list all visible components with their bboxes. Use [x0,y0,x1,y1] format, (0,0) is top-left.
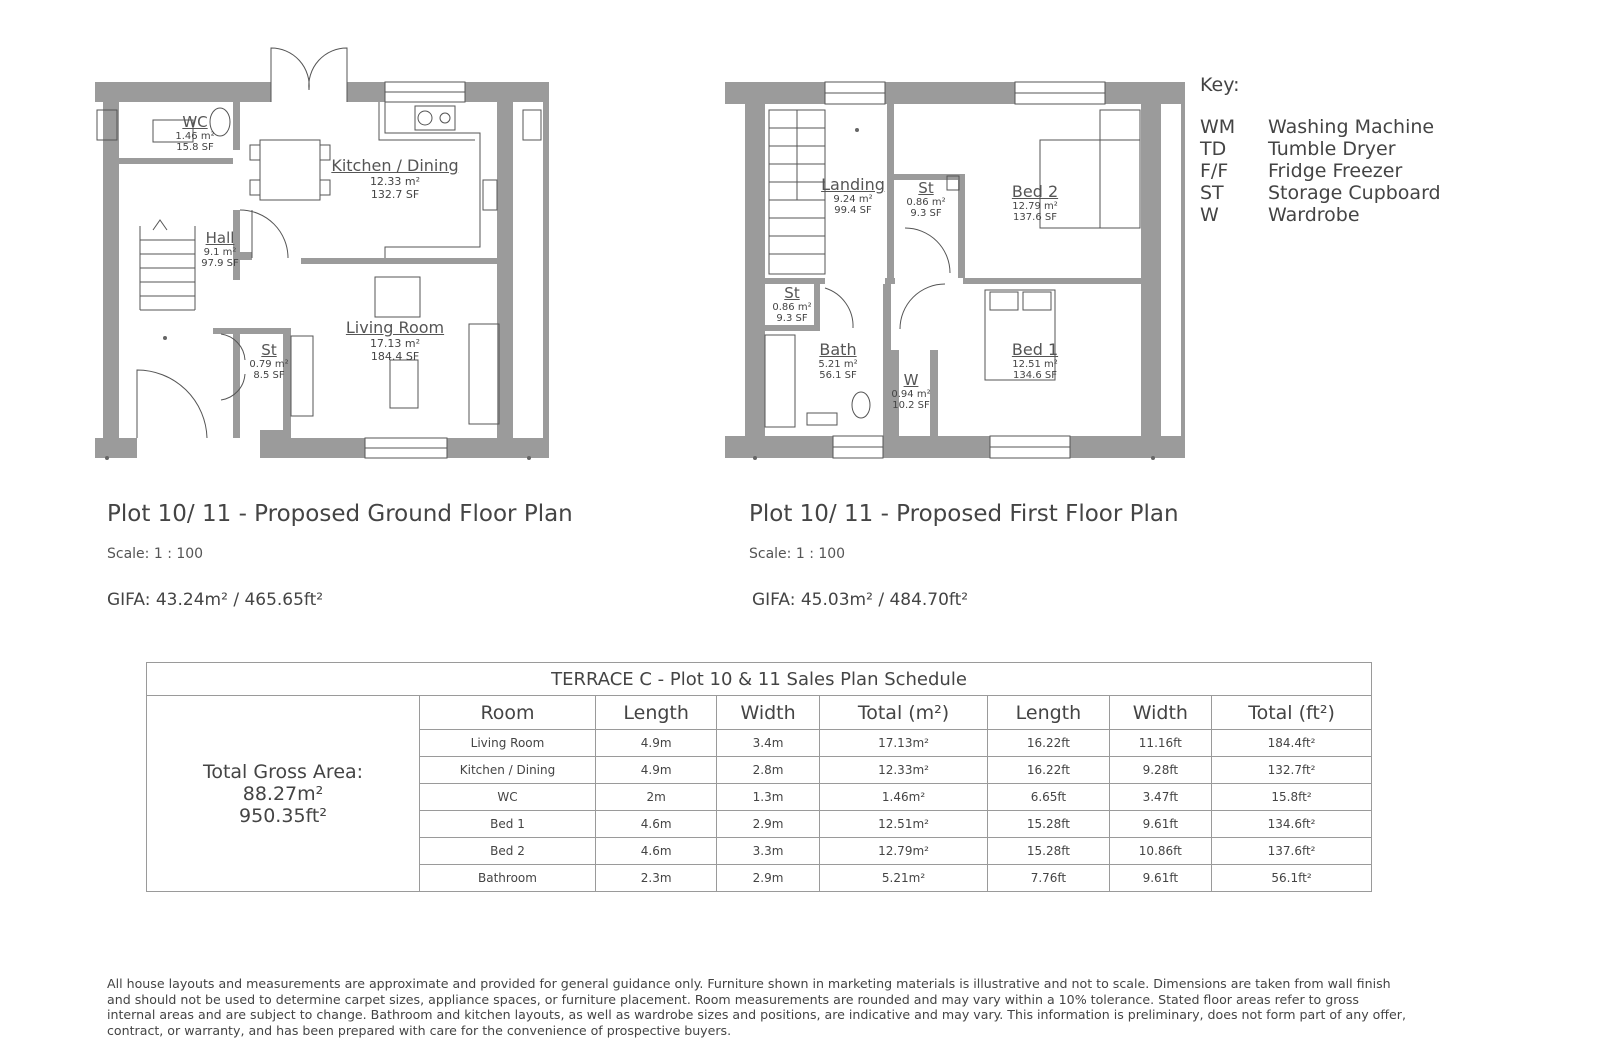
room-name: Bed 1 [1011,340,1059,359]
room-name: Living Room [345,318,445,337]
room-area-sf: 9.3 SF [910,208,942,219]
key-abbr: F/F [1200,160,1229,182]
ground-floor-gifa: GIFA: 43.24m² / 465.65ft² [107,590,324,610]
key-item [1200,182,1441,204]
first-floor-plan [725,80,1215,480]
key-abbr: TD [1200,138,1227,160]
column-header: Width [717,696,819,730]
room-area-sf: 9.3 SF [776,313,808,324]
schedule-title: TERRACE C - Plot 10 & 11 Sales Plan Schedule [147,663,1372,696]
gross-m: 88.27m² [242,782,324,805]
table-cell: 17.13m² [819,730,987,757]
table-cell: 4.6m [595,838,716,865]
table-cell: 15.8ft² [1212,784,1372,811]
table-cell: Bed 1 [420,811,596,838]
first-floor-title: Plot 10/ 11 - Proposed First Floor Plan [749,501,1179,527]
ground-floor-plan [95,40,570,480]
column-header: Width [1109,696,1211,730]
room-name: Bed 2 [1011,182,1059,201]
room-area-m: 12.33 m² [369,175,421,188]
room-name: St [261,341,277,359]
table-cell: 15.28ft [988,811,1109,838]
room-area-sf: 132.7 SF [370,188,420,201]
room-area-m: 0.86 m² [906,197,946,208]
ff-room-bed1 [1000,340,1070,381]
room-area-m: 9.1 m² [203,247,237,258]
table-cell: 3.4m [717,730,819,757]
key-legend [1200,74,1441,226]
gf-room-hall [190,229,250,269]
table-cell: 4.6m [595,811,716,838]
table-cell: 56.1ft² [1212,865,1372,892]
table-cell: 11.16ft [1109,730,1211,757]
column-header: Length [988,696,1109,730]
gf-room-living [330,318,460,363]
key-item [1200,138,1441,160]
key-label: Storage Cupboard [1268,182,1441,204]
gf-room-wc [165,113,225,153]
table-cell: 3.47ft [1109,784,1211,811]
gross-ft: 950.35ft² [239,804,327,827]
key-abbr: W [1200,204,1219,226]
ff-room-st-upper [900,179,952,219]
room-name: St [784,284,800,302]
room-name: St [918,179,934,197]
room-area-sf: 56.1 SF [819,370,857,381]
room-area-m: 17.13 m² [369,337,421,350]
ff-room-bath [808,340,868,381]
sales-plan-schedule [146,662,1372,892]
room-area-sf: 15.8 SF [176,142,214,153]
room-area-m: 0.86 m² [772,302,812,313]
table-cell: 2.9m [717,811,819,838]
table-cell: 12.51m² [819,811,987,838]
key-item [1200,160,1441,182]
table-cell: 134.6ft² [1212,811,1372,838]
table-cell: 10.86ft [1109,838,1211,865]
table-cell: 2.3m [595,865,716,892]
room-area-m: 9.24 m² [833,194,873,205]
table-cell: 7.76ft [988,865,1109,892]
table-cell: 9.28ft [1109,757,1211,784]
room-area-m: 1.46 m² [175,131,215,142]
room-name: Bath [819,340,857,359]
gross-label: Total Gross Area: [202,760,364,783]
ff-room-w [888,371,934,411]
table-cell: WC [420,784,596,811]
first-floor-scale: Scale: 1 : 100 [749,546,846,562]
room-area-sf: 8.5 SF [253,370,285,381]
total-gross-area [147,696,420,892]
key-label: Washing Machine [1268,116,1435,138]
room-area-sf: 137.6 SF [1013,212,1057,223]
key-item [1200,204,1441,226]
table-cell: 9.61ft [1109,865,1211,892]
table-cell: 2m [595,784,716,811]
table-cell: Living Room [420,730,596,757]
column-header: Room [420,696,596,730]
key-label: Wardrobe [1268,204,1360,226]
table-cell: Bed 2 [420,838,596,865]
room-area-sf: 134.6 SF [1013,370,1057,381]
room-name: Kitchen / Dining [331,156,459,175]
disclaimer: All house layouts and measurements are approximate and provided for general guidance only. Furniture shown in marketing materials is illustrative and not to scale. Dimensions are taken from wall finish and should not be used to determine carpet sizes, appliance spaces, or furniture placement. Room measurements are rounded and may vary within a 10% tolerance. Stated floor areas refer to gross internal areas and are subject to change. Bathroom and kitchen layouts, as well as wardrobe sizes and positions, are indicative and may vary. This information is preliminary, does not form part of any offer, contract, or warranty, and has been prepared with care for the convenience of prospective buyers. [107,976,1406,1038]
table-cell: 15.28ft [988,838,1109,865]
room-area-sf: 99.4 SF [834,205,872,216]
room-area-m: 12.79 m² [1012,201,1058,212]
room-name: WC [182,113,208,131]
table-cell: 132.7ft² [1212,757,1372,784]
key-abbr: WM [1200,116,1236,138]
table-cell: 3.3m [717,838,819,865]
column-header: Total (ft²) [1212,696,1372,730]
key-item [1200,116,1441,138]
ground-floor-title: Plot 10/ 11 - Proposed Ground Floor Plan [107,501,573,527]
key-title: Key: [1200,74,1240,96]
column-header: Total (m²) [819,696,987,730]
room-area-m: 0.79 m² [249,359,289,370]
room-area-sf: 10.2 SF [892,400,930,411]
ff-room-bed2 [1000,182,1070,223]
ff-room-landing [818,175,888,216]
gf-room-kitchen [320,156,470,201]
table-cell: 1.46m² [819,784,987,811]
table-cell: 2.8m [717,757,819,784]
table-cell: 184.4ft² [1212,730,1372,757]
table-cell: 2.9m [717,865,819,892]
room-name: W [903,371,919,389]
room-area-m: 0.94 m² [891,389,931,400]
room-area-sf: 184.4 SF [370,350,420,363]
table-cell: Bathroom [420,865,596,892]
table-cell: 4.9m [595,730,716,757]
key-abbr: ST [1200,182,1224,204]
room-name: Landing [821,175,885,194]
table-cell: 12.79m² [819,838,987,865]
first-floor-gifa: GIFA: 45.03m² / 484.70ft² [752,590,969,610]
ff-room-st-lower [766,284,818,324]
table-cell: Kitchen / Dining [420,757,596,784]
table-cell: 16.22ft [988,757,1109,784]
table-cell: 4.9m [595,757,716,784]
column-header: Length [595,696,716,730]
key-label: Fridge Freezer [1268,160,1403,182]
room-area-sf: 97.9 SF [201,258,239,269]
table-cell: 137.6ft² [1212,838,1372,865]
table-cell: 9.61ft [1109,811,1211,838]
key-label: Tumble Dryer [1268,138,1396,160]
gf-room-st [244,341,294,381]
table-cell: 1.3m [717,784,819,811]
table-cell: 16.22ft [988,730,1109,757]
table-cell: 6.65ft [988,784,1109,811]
table-cell: 5.21m² [819,865,987,892]
room-name: Hall [205,229,235,247]
ground-floor-scale: Scale: 1 : 100 [107,546,204,562]
room-area-m: 5.21 m² [818,359,858,370]
table-cell: 12.33m² [819,757,987,784]
room-area-m: 12.51 m² [1012,359,1058,370]
